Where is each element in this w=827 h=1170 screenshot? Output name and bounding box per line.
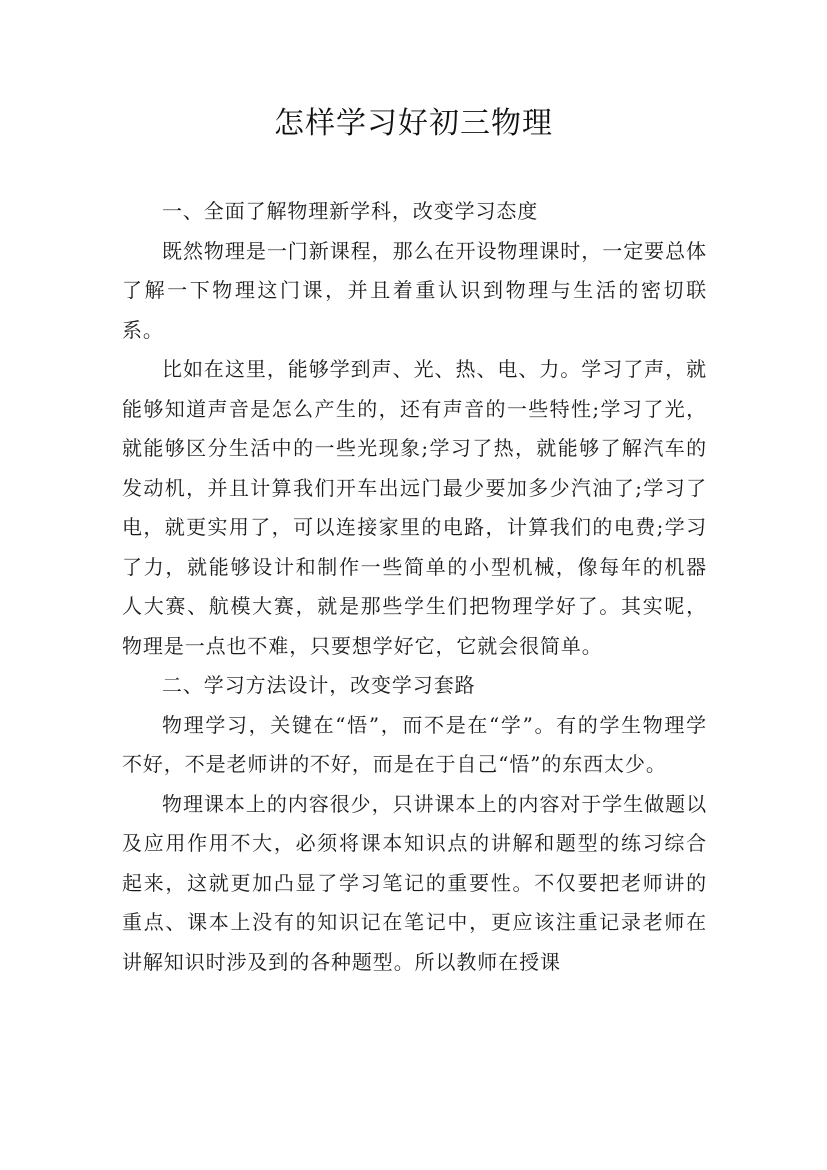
section-heading-2: 二、学习方法设计，改变学习套路: [162, 673, 476, 697]
paragraph: 物理课本上的内容很少，只讲课本上的内容对于学生做题以及应用作用不大，必须将课本知识点的讲解和题型的练习综合起来，这就更加凸显了学习笔记的重要性。不仅要把老师讲的重点、课本上没有的知识记在笔记中，更应该注重记录老师在讲解知识时涉及到的各种题型。所以教师在授课: [122, 791, 707, 974]
paragraph: 物理学习，关键在“悟”，而不是在“学”。有的学生物理学不好，不是老师讲的不好，而是在于自己“悟”的东西太少。: [122, 712, 707, 776]
paragraph: 既然物理是一门新课程，那么在开设物理课时，一定要总体了解一下物理这门课，并且着重认识到物理与生活的密切联系。: [122, 238, 707, 342]
document-body: [122, 192, 707, 982]
document-title: 怎样学习好初三物理: [274, 106, 553, 141]
paragraph: 比如在这里，能够学到声、光、热、电、力。学习了声，就能够知道声音是怎么产生的，还有声音的一些特性;学习了光，就能够区分生活中的一些光现象;学习了热，就能够了解汽车的发动机，并且计算我们开车出远门最少要加多少汽油了;学习了电，就更实用了，可以连接家里的电路，计算我们的电费;学习了力，就能够设计和制作一些简单的小型机械，像每年的机器人大赛、航模大赛，就是那些学生们把物理学好了。其实呢，物理是一点也不难，只要想学好它，它就会很简单。: [122, 357, 707, 658]
section-heading-1: 一、全面了解物理新学科，改变学习态度: [162, 199, 539, 223]
